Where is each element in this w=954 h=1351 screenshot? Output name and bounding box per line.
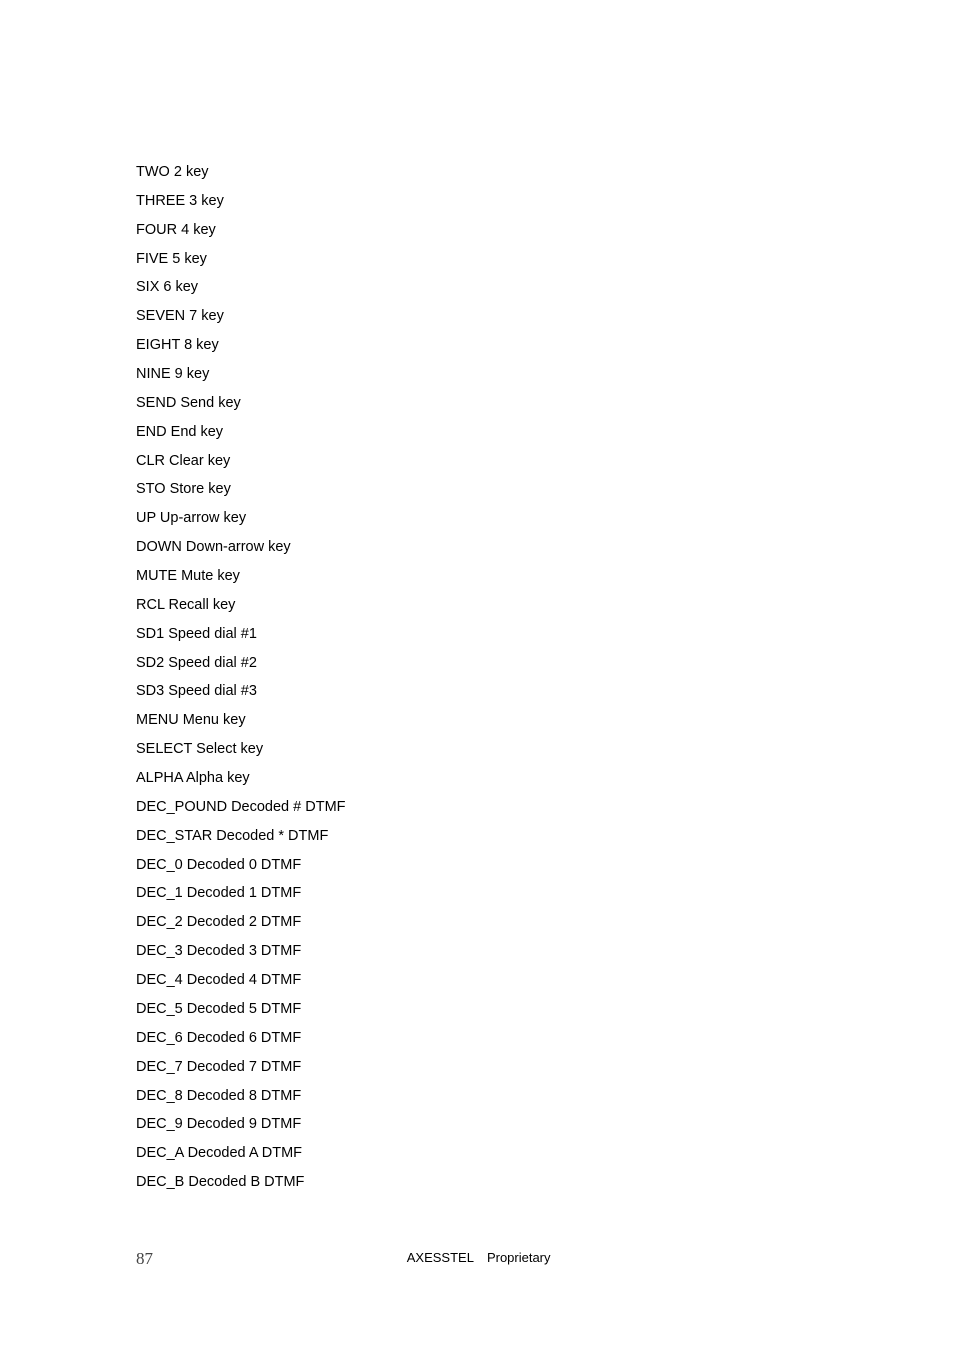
key-definition-item: END End key	[136, 423, 224, 440]
footer-proprietary-label: Proprietary	[486, 1250, 551, 1265]
key-definition-item: SEND Send key	[136, 394, 241, 411]
key-definition-list	[136, 158, 346, 1197]
key-definition-item: DEC_1 Decoded 1 DTMF	[136, 885, 302, 902]
key-definition-item: EIGHT 8 key	[136, 337, 219, 354]
key-definition-item: TWO 2 key	[136, 164, 209, 180]
page-number: 87	[136, 1249, 153, 1268]
key-definition-item: FIVE 5 key	[136, 250, 207, 267]
key-definition-item: DEC_7 Decoded 7 DTMF	[136, 1058, 302, 1075]
key-definition-item: DOWN Down-arrow key	[136, 539, 291, 556]
key-definition-item: STO Store key	[136, 481, 231, 498]
key-definition-item: MENU Menu key	[136, 712, 246, 729]
key-definition-item: DEC_A Decoded A DTMF	[136, 1145, 303, 1162]
key-definition-item: DEC_STAR Decoded * DTMF	[136, 827, 329, 844]
key-definition-item: CLR Clear key	[136, 452, 231, 469]
key-definition-item: DEC_B Decoded B DTMF	[136, 1174, 305, 1191]
key-definition-item: DEC_8 Decoded 8 DTMF	[136, 1087, 302, 1104]
key-definition-item: DEC_6 Decoded 6 DTMF	[136, 1029, 302, 1046]
key-definition-item: SD3 Speed dial #3	[136, 683, 257, 700]
key-definition-item: ALPHA Alpha key	[136, 770, 250, 787]
key-definition-item: UP Up-arrow key	[136, 510, 247, 527]
key-definition-item: DEC_9 Decoded 9 DTMF	[136, 1116, 302, 1133]
footer-proprietary-notice	[393, 1234, 551, 1282]
key-definition-item: SD1 Speed dial #1	[136, 625, 257, 642]
footer-company-name: AXESSTEL	[406, 1250, 474, 1265]
key-definition-item: MUTE Mute key	[136, 568, 240, 585]
key-definition-item: SIX 6 key	[136, 279, 199, 296]
key-definition-item: DEC_POUND Decoded # DTMF	[136, 798, 346, 815]
key-definition-item: RCL Recall key	[136, 596, 236, 613]
key-definition-item: FOUR 4 key	[136, 221, 216, 238]
key-definition-item: SELECT Select key	[136, 741, 264, 758]
key-definition-item: DEC_3 Decoded 3 DTMF	[136, 943, 302, 960]
key-definition-item: DEC_2 Decoded 2 DTMF	[136, 914, 302, 931]
key-definition-item: SEVEN 7 key	[136, 308, 224, 325]
key-definition-item: DEC_5 Decoded 5 DTMF	[136, 1000, 302, 1017]
key-definition-item: THREE 3 key	[136, 192, 224, 209]
key-definition-item: DEC_4 Decoded 4 DTMF	[136, 972, 302, 989]
key-definition-item: NINE 9 key	[136, 366, 210, 383]
key-definition-item: SD2 Speed dial #2	[136, 654, 257, 671]
key-definition-item: DEC_0 Decoded 0 DTMF	[136, 856, 302, 873]
